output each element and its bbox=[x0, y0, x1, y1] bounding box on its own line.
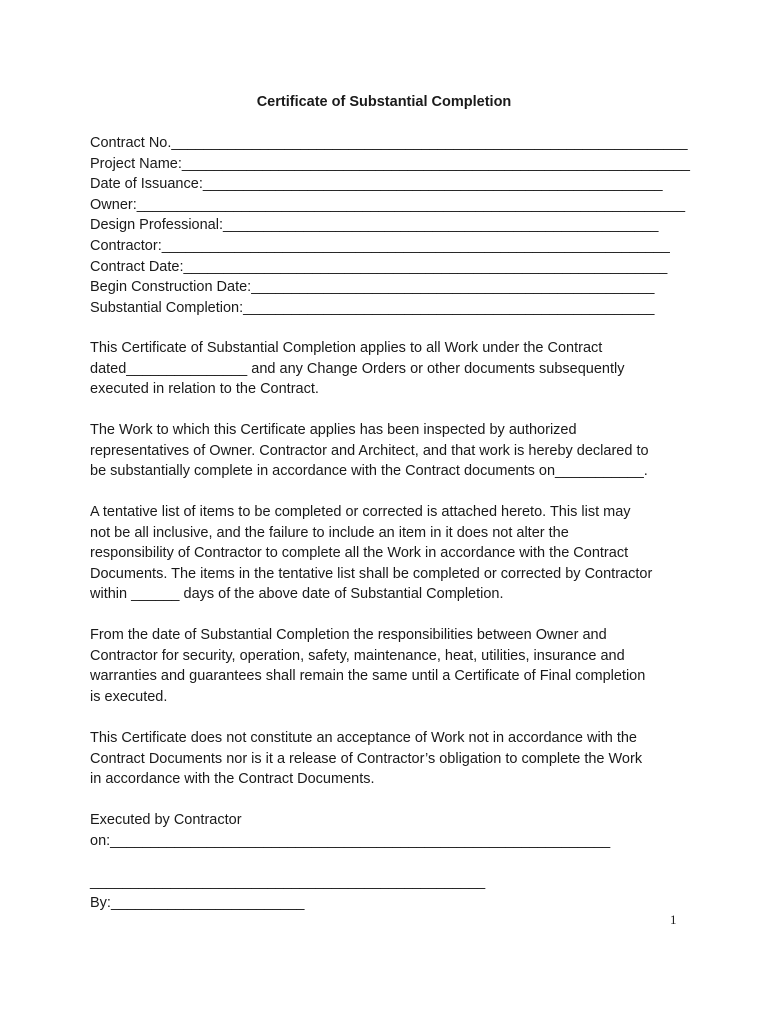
paragraph-line: executed in relation to the Contract. bbox=[90, 381, 319, 398]
paragraph-line: The Work to which this Certificate applies has been inspected by authorized bbox=[90, 422, 577, 438]
contract-fields bbox=[90, 133, 690, 318]
field-owner[interactable]: Owner:____________________________________________________________________ bbox=[90, 196, 686, 213]
field-substantial-completion[interactable]: Substantial Completion:___________________________________________________ bbox=[90, 299, 655, 316]
by-field[interactable]: By:________________________ bbox=[90, 894, 305, 911]
paragraph-line: warranties and guarantees shall remain the same until a Certificate of Final completion bbox=[90, 668, 646, 685]
document-title: Certificate of Substantial Completion bbox=[256, 94, 512, 110]
paragraph-line: Documents. The items in the tentative list shall be completed or corrected by Contractor bbox=[90, 565, 653, 582]
field-date-of-issuance[interactable]: Date of Issuance:_________________________________________________________ bbox=[90, 176, 663, 193]
field-design-professional[interactable]: Design Professional:______________________________________________________ bbox=[90, 217, 659, 234]
executed-on-field[interactable]: on:______________________________________________________________ bbox=[90, 832, 611, 849]
paragraph-inspection bbox=[90, 420, 690, 482]
paragraph-line: This Certificate does not constitute an acceptance of Work not in accordance with the bbox=[90, 730, 637, 746]
paragraph-line: not be all inclusive, and the failure to include an item in it does not alter the bbox=[90, 524, 569, 541]
paragraph-not-acceptance bbox=[90, 728, 690, 790]
paragraph-line: A tentative list of items to be completed or corrected is attached hereto. This list may bbox=[90, 504, 631, 520]
paragraph-line: in accordance with the Contract Documents. bbox=[90, 771, 375, 788]
executed-label: Executed by Contractor bbox=[90, 812, 242, 828]
field-contract-date[interactable]: Contract Date:____________________________________________________________ bbox=[90, 258, 668, 275]
page-number: 1 bbox=[670, 912, 677, 927]
paragraph-line: be substantially complete in accordance with the Contract documents on___________. bbox=[90, 463, 648, 480]
paragraph-line: representatives of Owner. Contractor and Architect, and that work is hereby declared to bbox=[90, 442, 649, 459]
signature-block bbox=[90, 872, 690, 913]
paragraph-line: Contract Documents nor is it a release of Contractor’s obligation to complete the Work bbox=[90, 750, 643, 767]
paragraph-line: This Certificate of Substantial Completion applies to all Work under the Contract bbox=[90, 340, 603, 356]
executed-by-contractor bbox=[90, 810, 690, 851]
paragraph-applies-to-work bbox=[90, 338, 690, 400]
signature-line[interactable]: _________________________________________________ bbox=[90, 874, 486, 890]
paragraph-tentative-list bbox=[90, 502, 690, 605]
paragraph-line: within ______ days of the above date of Substantial Completion. bbox=[90, 586, 504, 603]
field-begin-construction-date[interactable]: Begin Construction Date:__________________________________________________ bbox=[90, 279, 655, 296]
paragraph-line: Contractor for security, operation, safety, maintenance, heat, utilities, insurance and bbox=[90, 647, 625, 664]
field-contract-no[interactable]: Contract No.________________________________________________________________ bbox=[90, 135, 688, 151]
paragraph-line: is executed. bbox=[90, 688, 168, 705]
field-project-name[interactable]: Project Name:_______________________________________________________________ bbox=[90, 155, 690, 172]
paragraph-responsibilities bbox=[90, 625, 690, 707]
paragraph-line: From the date of Substantial Completion the responsibilities between Owner and bbox=[90, 627, 607, 643]
paragraph-line: dated_______________ and any Change Orders or other documents subsequently bbox=[90, 360, 625, 377]
field-contractor[interactable]: Contractor:_______________________________________________________________ bbox=[90, 237, 670, 254]
paragraph-line: responsibility of Contractor to complete all the Work in accordance with the Contract bbox=[90, 545, 629, 562]
